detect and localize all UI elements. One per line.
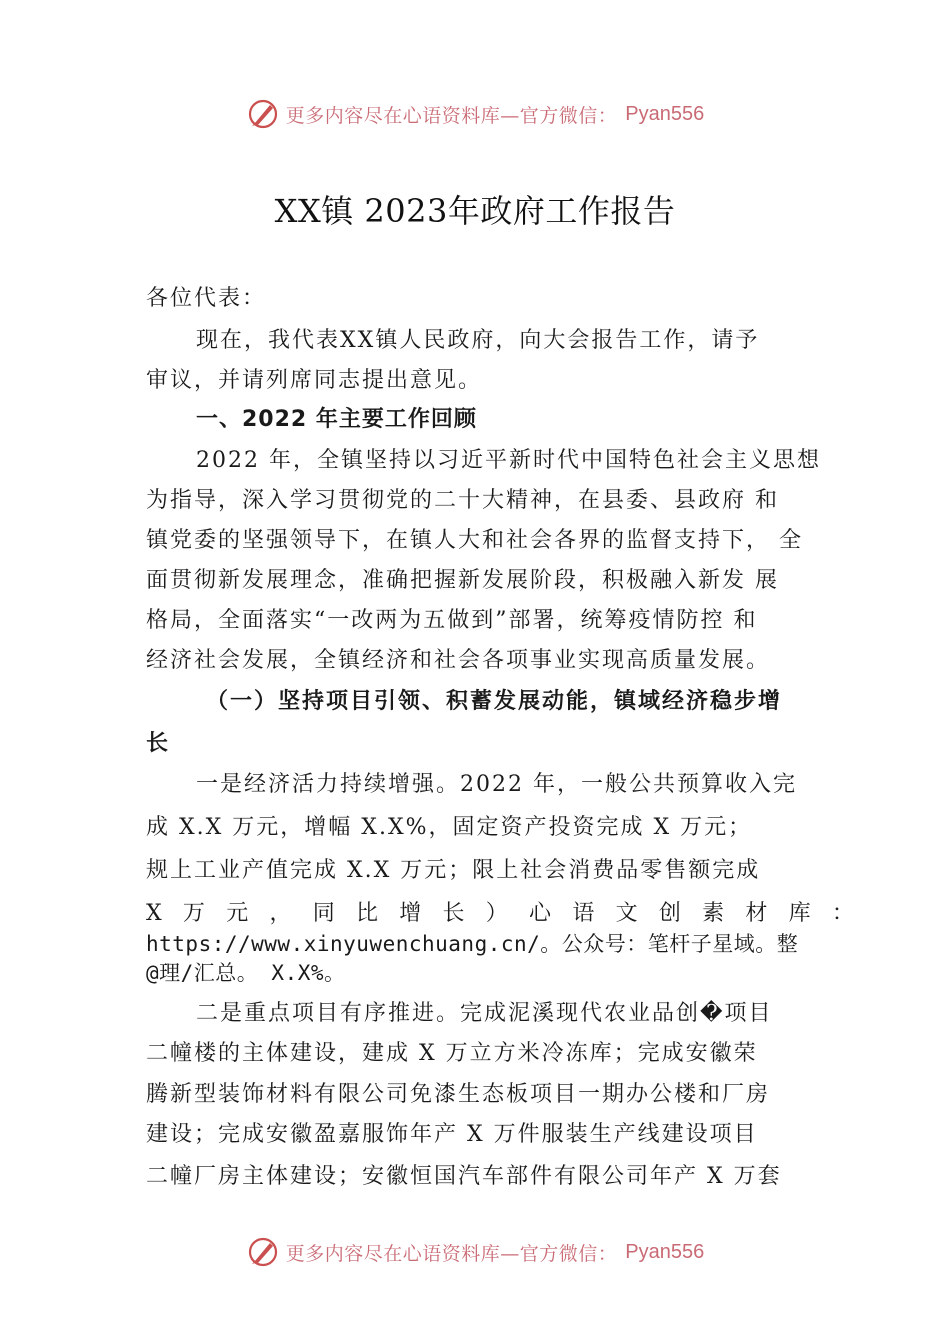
watermark-banner-top	[0, 94, 950, 134]
spread-token: 库	[788, 901, 811, 926]
spread-token: 素	[702, 901, 725, 926]
spread-token: 增	[399, 901, 422, 926]
spread-token: 元	[226, 901, 249, 926]
document-title: XX镇 2023年政府工作报告	[274, 192, 676, 230]
paragraph-line: 现在，我代表XX镇人民政府，向大会报告工作，请予	[196, 328, 760, 353]
url-line: https://www.xinyuwenchuang.cn/。公众号：笔杆子星域。整	[146, 932, 799, 956]
paragraph-line: 审议，并请列席同志提出意见。	[146, 368, 483, 393]
paragraph-line: 面贯彻新发展理念，准确把握新发展阶段，积极融入新发 展	[146, 568, 779, 593]
paragraph-line: 二是重点项目有序推进。完成泥溪现代农业品创�项目	[196, 1001, 773, 1026]
banner-text: 更多内容尽在心语资料库—官方微信：	[285, 1242, 618, 1265]
paragraph-line: 规上工业产值完成 X.X 万元；限上社会消费品零售额完成	[146, 858, 761, 883]
spread-token: 创	[658, 901, 681, 926]
spread-token: 比	[355, 901, 378, 926]
paragraph-line: 建设；完成安徽盈嘉服饰年产 X 万件服装生产线建设项目	[146, 1122, 758, 1147]
paragraph-line: 腾新型装饰材料有限公司免漆生态板项目一期办公楼和厂房	[146, 1082, 771, 1107]
paragraph-line: 为指导，深入学习贯彻党的二十大精神，在县委、县政府 和	[146, 488, 779, 513]
spread-token: 同	[312, 901, 335, 926]
salutation: 各位代表：	[146, 286, 267, 311]
spread-token: 材	[745, 901, 768, 926]
paragraph-line: 镇党委的坚强领导下，在镇人大和社会各界的监督支持下， 全	[146, 528, 803, 553]
wechat-id: Pyan556	[625, 102, 705, 125]
spread-token: ）	[485, 901, 508, 926]
paragraph-line: 二幢厂房主体建设；安徽恒国汽车部件有限公司年产 X 万套	[146, 1164, 782, 1189]
wechat-id: Pyan556	[625, 1240, 705, 1263]
spread-token: 万	[182, 901, 205, 926]
spread-line	[146, 899, 854, 929]
paragraph-line: 格局，全面落实“一改两为五做到”部署，统筹疫情防控 和	[146, 608, 758, 633]
section-heading: 一、2022 年主要工作回顾	[196, 407, 477, 432]
spread-token: ，	[269, 901, 292, 926]
pen-logo-icon	[246, 97, 280, 131]
paragraph-line: @理/汇总。 X.X%。	[146, 961, 346, 985]
spread-token: ：	[831, 901, 854, 926]
paragraph-line: 经济社会发展，全镇经济和社会各项事业实现高质量发展。	[146, 648, 771, 673]
subsection-heading: （一）坚持项目引领、积蓄发展动能，镇域经济稳步增	[206, 688, 783, 714]
banner-text: 更多内容尽在心语资料库—官方微信：	[285, 104, 618, 127]
watermark-banner-bottom	[0, 1232, 950, 1272]
spread-token: X	[146, 901, 162, 926]
paragraph-line: 一是经济活力持续增强。2022 年，一般公共预算收入完	[196, 772, 797, 797]
spread-token: 长	[442, 901, 465, 926]
subsection-heading-cont: 长	[146, 730, 171, 756]
spread-token: 文	[615, 901, 638, 926]
paragraph-line: 二幢楼的主体建设，建成 X 万立方米冷冻库；完成安徽荣	[146, 1041, 758, 1066]
spread-token: 语	[572, 901, 595, 926]
pen-logo-icon	[246, 1235, 280, 1269]
paragraph-line: 成 X.X 万元，增幅 X.X%，固定资产投资完成 X 万元；	[146, 815, 753, 840]
paragraph-line: 2022 年，全镇坚持以习近平新时代中国特色社会主义思想	[196, 448, 821, 473]
spread-token: 心	[529, 901, 552, 926]
